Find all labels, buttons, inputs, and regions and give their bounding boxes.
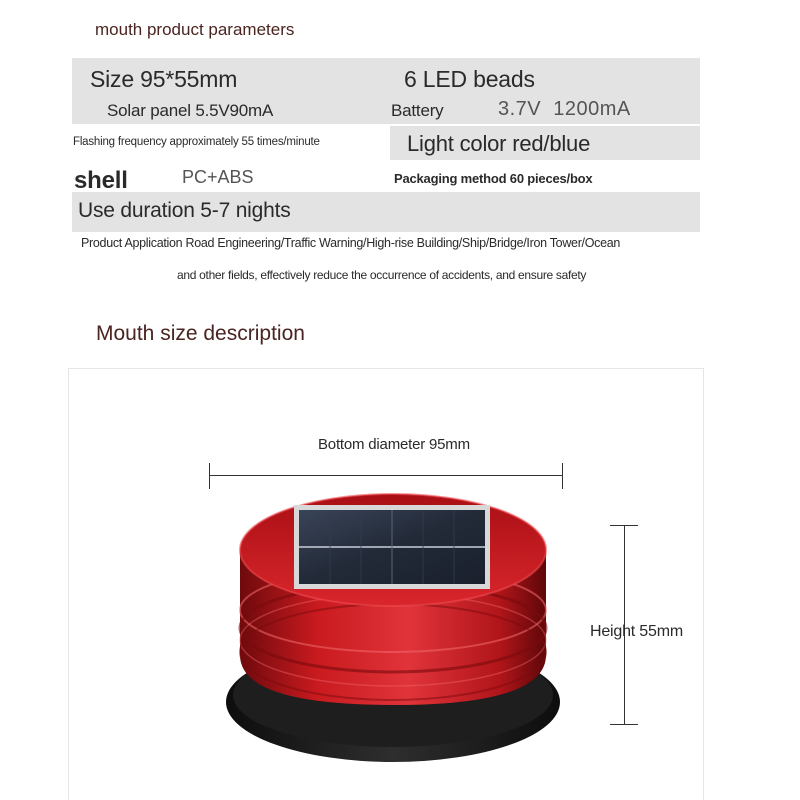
param-size: Size 95*55mm [90, 66, 238, 92]
param-shell-value: PC+ABS [182, 167, 254, 187]
param-light: Light color red/blue [407, 131, 591, 156]
param-led: 6 LED beads [404, 66, 535, 92]
param-shell-label: shell [74, 167, 128, 194]
param-battery-value: 3.7V 1200mA [498, 98, 631, 120]
height-tick-bottom [610, 724, 638, 725]
diameter-tick-right [562, 463, 563, 489]
solar-panel [294, 505, 490, 589]
diameter-tick-left [209, 463, 210, 489]
diameter-dimension-line [209, 475, 563, 476]
height-label: Height 55mm [590, 623, 683, 640]
param-packaging: Packaging method 60 pieces/box [394, 171, 593, 186]
param-application-line2: and other fields, effectively reduce the occurrence of accidents, and ensure safety [177, 268, 587, 282]
param-flash: Flashing frequency approximately 55 times/minute [73, 136, 320, 148]
warning-light-image [210, 490, 570, 800]
height-tick-top [610, 525, 638, 526]
param-duration: Use duration 5-7 nights [78, 199, 291, 222]
param-solar: Solar panel 5.5V90mA [107, 101, 274, 120]
param-battery-label: Battery [391, 101, 444, 120]
params-title: mouth product parameters [95, 20, 295, 39]
bottom-diameter-label: Bottom diameter 95mm [318, 436, 470, 453]
param-application-line1: Product Application Road Engineering/Traffic Warning/High-rise Building/Ship/Bridge/Iron Tower/Ocean [81, 236, 621, 250]
size-title: Mouth size description [96, 322, 305, 345]
